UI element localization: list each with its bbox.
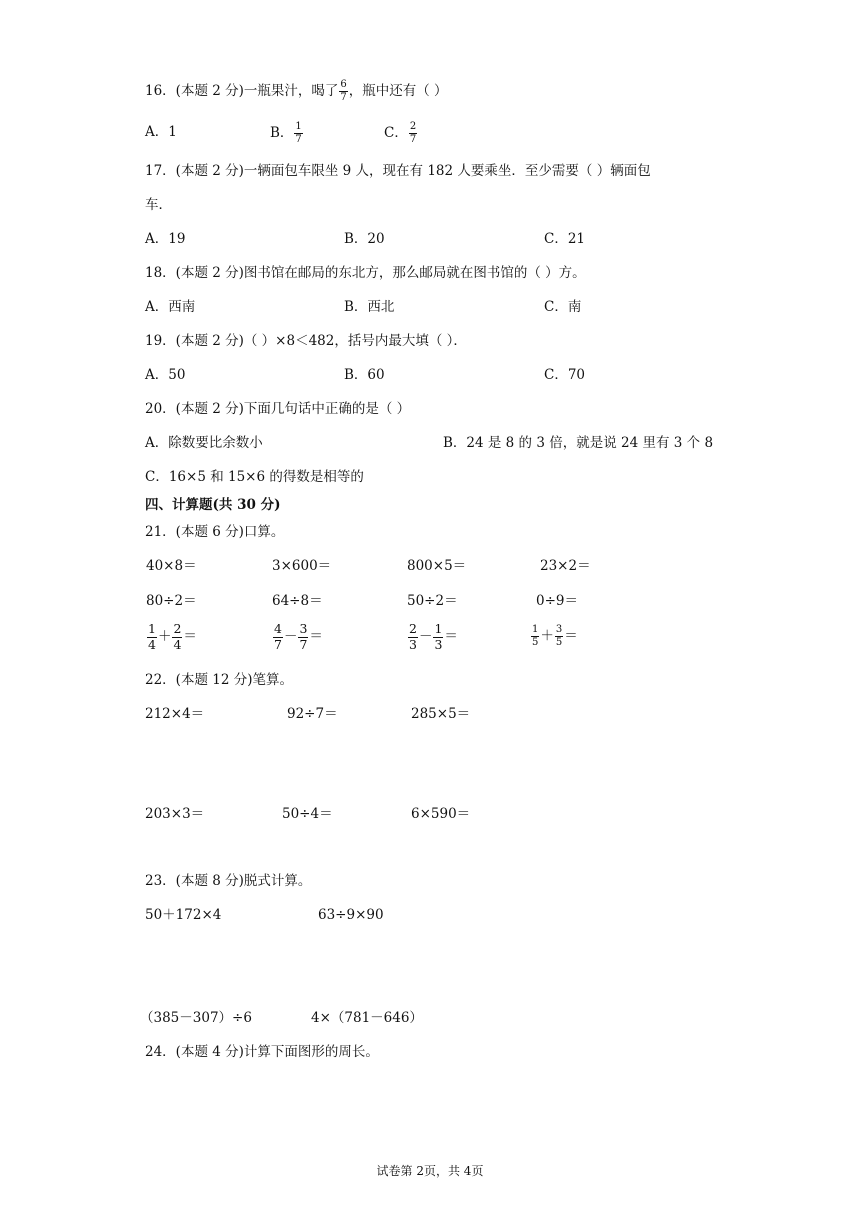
q16-option-b[interactable]: B． $\frac{1}{7}$ xyxy=(270,121,302,145)
q16-stem: 16．(本题 2 分)一瓶果汁，喝了 $\frac{6}{7}$ ，瓶中还有（ ） xyxy=(145,79,448,103)
q22-r2-c1: 203×3＝ xyxy=(145,806,205,822)
q19-option-b[interactable]: B．60 xyxy=(344,367,385,383)
q23-r1-c1: 50＋172×4 xyxy=(145,907,222,923)
q19-option-a[interactable]: A．50 xyxy=(145,367,186,383)
q17-stem-line1: 17．(本题 2 分)一辆面包车限坐 9 人，现在有 182 人要乘坐．至少需要（ ）辆面包 xyxy=(145,163,651,179)
q22-r1-c2: 92÷7＝ xyxy=(287,706,338,722)
q18-option-a[interactable]: A．西南 xyxy=(145,299,196,315)
q16-option-a[interactable]: A．1 xyxy=(145,124,177,140)
q22-stem: 22．(本题 12 分)笔算。 xyxy=(145,672,293,688)
q20-option-b[interactable]: B．24 是 8 的 3 倍，就是说 24 里有 3 个 8 xyxy=(443,435,714,451)
q20-option-a[interactable]: A．除数要比余数小 xyxy=(145,435,263,451)
q17-option-a[interactable]: A．19 xyxy=(145,231,186,247)
page-footer: 试卷第 2页，共 4页 xyxy=(376,1164,484,1178)
q21-r3-c4: $\frac{1}{5}$ ＋ $\frac{3}{5}$ ＝ xyxy=(532,624,578,648)
q21-r3-c2: $\frac{4}{7}$ － $\frac{3}{7}$ ＝ xyxy=(274,621,323,652)
q21-r1-c4: 23×2＝ xyxy=(540,558,591,574)
q21-r3-c3: $\frac{2}{3}$ － $\frac{1}{3}$ ＝ xyxy=(409,621,458,652)
q17-stem-line2: 车． xyxy=(145,197,172,213)
q21-r1-c1: 40×8＝ xyxy=(146,558,197,574)
q21-r2-c1: 80÷2＝ xyxy=(146,593,197,609)
q17-option-c[interactable]: C．21 xyxy=(544,231,586,247)
q22-r2-c2: 50÷4＝ xyxy=(282,806,333,822)
q20-stem: 20．(本题 2 分)下面几句话中正确的是（ ） xyxy=(145,401,411,417)
q19-option-c[interactable]: C．70 xyxy=(544,367,586,383)
q21-r3-c1: $\frac{1}{4}$ ＋ $\frac{2}{4}$ ＝ xyxy=(148,621,197,652)
q18-stem: 18．(本题 2 分)图书馆在邮局的东北方，那么邮局就在图书馆的（ ）方。 xyxy=(145,265,586,281)
q23-stem: 23．(本题 8 分)脱式计算。 xyxy=(145,873,312,889)
q24-stem: 24．(本题 4 分)计算下面图形的周长。 xyxy=(145,1044,379,1060)
q20-option-c[interactable]: C．16×5 和 15×6 的得数是相等的 xyxy=(145,469,364,485)
q21-r2-c2: 64÷8＝ xyxy=(272,593,323,609)
q23-r2-c2: 4×（781－646） xyxy=(311,1010,423,1026)
q21-r1-c2: 3×600＝ xyxy=(272,558,332,574)
q18-option-c[interactable]: C．南 xyxy=(544,299,582,315)
q17-option-b[interactable]: B．20 xyxy=(344,231,385,247)
q18-option-b[interactable]: B．西北 xyxy=(344,299,395,315)
q21-r1-c3: 800×5＝ xyxy=(407,558,467,574)
q21-r2-c4: 0÷9＝ xyxy=(536,593,578,609)
section-heading: 四、计算题(共 30 分) xyxy=(145,497,281,513)
q23-r1-c2: 63÷9×90 xyxy=(318,907,384,923)
q16-stem-fraction: $\frac{6}{7}$ xyxy=(340,79,347,103)
q16-option-c[interactable]: C． $\frac{2}{7}$ xyxy=(384,121,417,145)
q19-stem: 19．(本题 2 分)（ ）×8＜482，括号内最大填（ ）． xyxy=(145,333,467,349)
q23-r2-c1: （385－307）÷6 xyxy=(140,1010,252,1026)
q21-r2-c3: 50÷2＝ xyxy=(407,593,458,609)
q22-r1-c1: 212×4＝ xyxy=(145,706,205,722)
q22-r2-c3: 6×590＝ xyxy=(411,806,471,822)
q21-stem: 21．(本题 6 分)口算。 xyxy=(145,524,285,540)
q22-r1-c3: 285×5＝ xyxy=(411,706,471,722)
